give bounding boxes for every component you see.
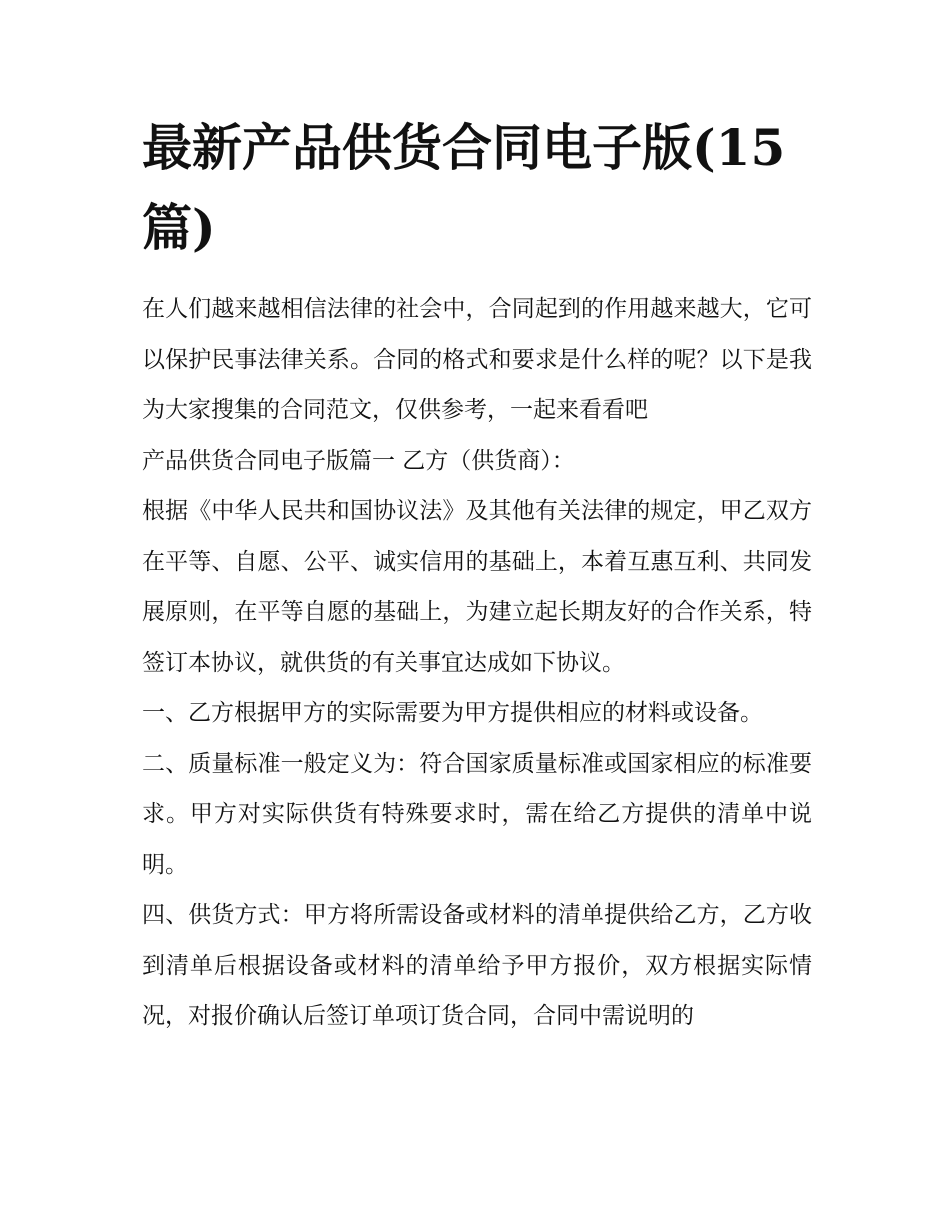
paragraph-clause-1: 一、乙方根据甲方的实际需要为甲方提供相应的材料或设备。 [142,700,763,726]
paragraph-section-heading: 产品供货合同电子版篇一 乙方（供货商）： [142,447,575,474]
paragraph-clause-4: 四、供货方式：甲方将所需设备或材料的清单提供给乙方，乙方收到清单后根据设备或材料的清单给予甲方报价，双方根据实际情况，对报价确认后签订单项订货合同，合同中需说明的 [142,902,812,1029]
paragraph-preamble: 根据《中华人民共和国协议法》及其他有关法律的规定，甲乙双方在平等、自愿、公平、诚实信用的基础上，本着互惠互利、共同发展原则，在平等自愿的基础上，为建立起长期友好的合作关系，特签订本协议，就供货的有关事宜达成如下协议。 [142,498,812,676]
document-body [142,284,812,1042]
paragraph-intro: 在人们越来越相信法律的社会中，合同起到的作用越来越大，它可以保护民事法律关系。合同的格式和要求是什么样的呢？以下是我为大家搜集的合同范文，仅供参考，一起来看看吧 [142,296,812,423]
document-title: 最新产品供货合同电子版(15篇) [142,118,786,257]
paragraph-clause-2: 二、质量标准一般定义为：符合国家质量标准或国家相应的标准要求。甲方对实际供货有特殊要求时，需在给乙方提供的清单中说明。 [142,750,812,878]
document-page [142,0,812,1042]
